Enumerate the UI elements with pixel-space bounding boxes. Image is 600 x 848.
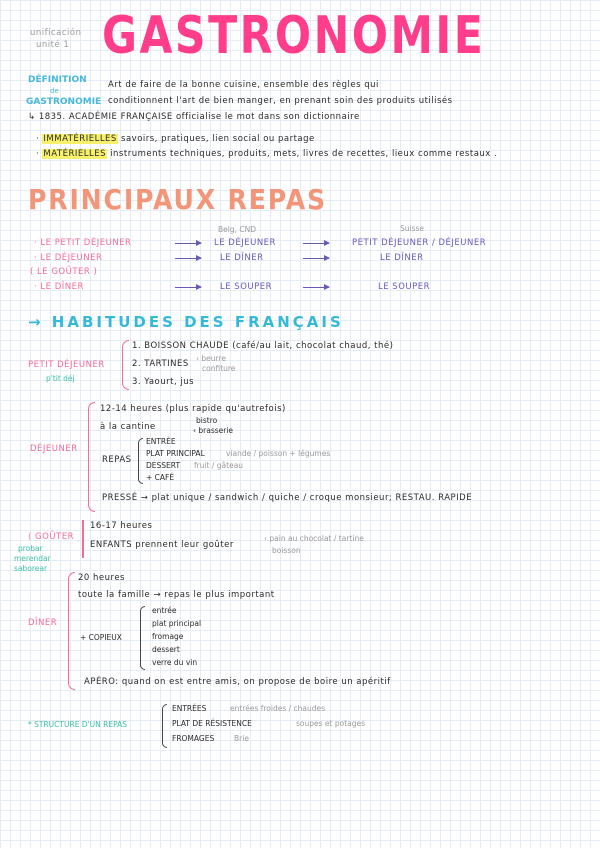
repas-fr-3: · LE DÎNER — [34, 282, 84, 292]
diner-copieux: + COPIEUX — [80, 633, 122, 642]
dejeuner-bistro: bistro — [196, 416, 218, 425]
structure-plat-note: soupes et potages — [296, 719, 366, 728]
repas-fr-0: · LE PETIT DÉJEUNER — [34, 238, 132, 248]
definition-text-2: conditionnent l'art de bien manger, en prenant soin des produits utilisés — [108, 96, 453, 106]
page-title: GASTRONOMIE — [102, 6, 486, 66]
gouter-sub-2: merendar — [14, 554, 51, 563]
petit-dej-sub: p'tit déj — [46, 374, 75, 383]
repas-heading: PRINCIPAUX REPAS — [28, 183, 327, 216]
unit-label-1: unificación — [30, 28, 82, 38]
dejeuner-plat-note: viande / poisson + légumes — [226, 449, 331, 458]
unit-label-2: unité 1 — [36, 40, 70, 50]
brace-icon — [138, 438, 143, 484]
dejeuner-brasserie: ‹ brasserie — [193, 426, 234, 435]
repas-belg-0: LE DÉJEUNER — [214, 238, 276, 248]
brace-icon — [162, 704, 167, 748]
arrow-icon — [175, 287, 201, 288]
col-suisse-label: Suisse — [400, 224, 425, 233]
col-belg-label: Belg, CND — [218, 225, 256, 234]
diner-item-5: verre du vin — [152, 658, 198, 667]
repas-label: REPAS — [102, 455, 132, 465]
definition-text-1: Art de faire de la bonne cuisine, ensemble des règles qui — [108, 80, 379, 90]
petit-dej-label: PETIT DÉJEUNER — [28, 360, 105, 370]
structure-fromages-note: Brie — [234, 734, 249, 743]
gouter-note-1: ‹ pain au chocolat / tartine — [264, 534, 364, 543]
dejeuner-entree: ENTRÉE — [146, 437, 176, 446]
diner-apero: APÉRO: quand on est entre amis, on propose de boire un apéritif — [84, 677, 391, 687]
gouter-sub-3: saborear — [14, 564, 48, 573]
structure-fromages: FROMAGES — [172, 734, 215, 743]
diner-time: 20 heures — [78, 573, 125, 583]
diner-label: DÎNER — [28, 618, 58, 628]
structure-entrees: ENTRÉES — [172, 704, 207, 713]
repas-fr-2: ( LE GOÛTER ) — [30, 267, 98, 277]
petit-dej-item-2: 2. TARTINES — [132, 359, 189, 369]
brace-icon — [140, 606, 145, 670]
diner-item-2: plat principal — [152, 619, 202, 628]
dejeuner-time: 12-14 heures (plus rapide qu'autrefois) — [100, 404, 286, 414]
definition-label-gastronomie: GASTRONOMIE — [26, 97, 102, 107]
repas-belg-3: LE SOUPER — [220, 282, 273, 292]
repas-fr-1: · LE DÉJEUNER — [34, 253, 103, 263]
dejeuner-label: DÉJEUNER — [30, 444, 78, 454]
materielles-text: instruments techniques, produits, mets, livres de recettes, lieux comme restaux . — [110, 149, 498, 159]
structure-entrees-note: entrées froides / chaudes — [230, 704, 326, 713]
diner-famille: toute la famille → repas le plus important — [78, 590, 275, 600]
gouter-time: 16-17 heures — [90, 521, 153, 531]
arrow-icon — [303, 243, 329, 244]
habitudes-heading: → HABITUDES DES FRANÇAIS — [28, 313, 344, 331]
definition-label: DÉFINITION — [28, 75, 87, 85]
divider-line — [82, 520, 84, 558]
structure-label: * STRUCTURE D'UN REPAS — [28, 720, 128, 729]
gouter-label: ⟨ GOÛTER — [28, 532, 74, 542]
academie-note: ↳ 1835. ACADÉMIE FRANÇAISE officialise le mot dans son dictionnaire — [28, 112, 360, 122]
repas-suisse-1: LE DÎNER — [380, 253, 424, 263]
dejeuner-dessert: DESSERT — [146, 461, 181, 470]
gouter-note-2: boisson — [272, 546, 301, 555]
materielles-label: MATÉRIELLES — [43, 149, 106, 159]
immaterielles-label: IMMATÉRIELLES — [43, 134, 117, 144]
gouter-sub-1: probar — [18, 544, 43, 553]
petit-dej-item-1: 1. BOISSON CHAUDE (café/au lait, chocolat chaud, thé) — [132, 341, 394, 351]
immaterielles-row: · IMMATÉRIELLES savoirs, pratiques, lien social ou partage — [36, 134, 315, 144]
arrow-icon — [303, 287, 329, 288]
immaterielles-text: savoirs, pratiques, lien social ou partage — [121, 134, 315, 144]
diner-item-4: dessert — [152, 645, 180, 654]
dejeuner-presse: PRESSÉ → plat unique / sandwich / quiche / croque monsieur; RESTAU. RAPIDE — [102, 493, 473, 503]
tartines-note-2: confiture — [202, 364, 236, 373]
arrow-icon — [303, 258, 329, 259]
arrow-icon — [175, 258, 201, 259]
dejeuner-cafe: + CAFÉ — [146, 473, 175, 482]
structure-plat: PLAT DE RÉSISTENCE — [172, 719, 252, 728]
arrow-icon — [175, 243, 201, 244]
diner-item-3: fromage — [152, 632, 184, 641]
dejeuner-dessert-note: fruit / gâteau — [194, 461, 244, 470]
diner-item-1: entrée — [152, 606, 177, 615]
petit-dej-item-3: 3. Yaourt, jus — [132, 377, 195, 387]
dejeuner-cantine: à la cantine — [100, 422, 156, 432]
materielles-row: · MATÉRIELLES instruments techniques, produits, mets, livres de recettes, lieux comme restaux . — [36, 149, 498, 159]
gouter-text: ENFANTS prennent leur goûter — [90, 540, 234, 550]
tartines-note-1: ‹ beurre — [196, 354, 227, 363]
brace-icon — [68, 572, 75, 690]
brace-icon — [88, 402, 95, 512]
dejeuner-plat: PLAT PRINCIPAL — [146, 449, 205, 458]
repas-suisse-3: LE SOUPER — [378, 282, 431, 292]
brace-icon — [122, 340, 129, 390]
definition-label-de: de — [50, 87, 59, 95]
repas-suisse-0: PETIT DÉJEUNER / DÉJEUNER — [352, 238, 487, 248]
repas-belg-1: LE DÎNER — [220, 253, 264, 263]
